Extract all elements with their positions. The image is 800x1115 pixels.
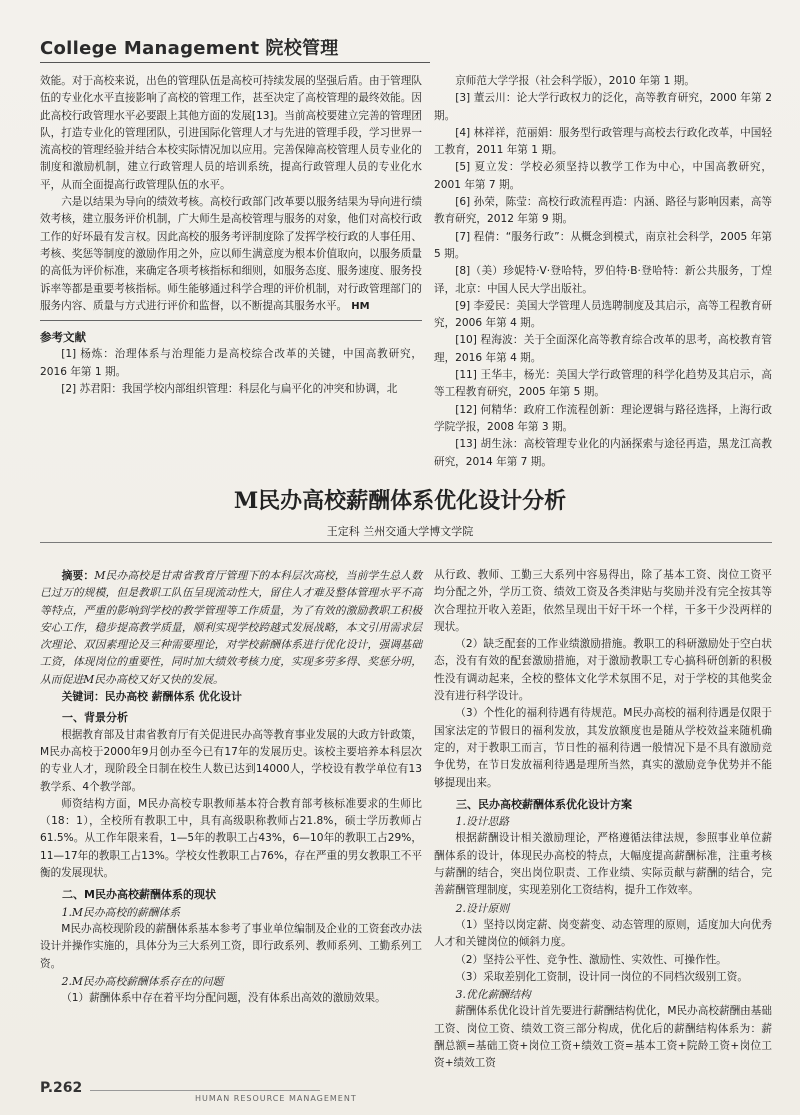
- previous-article-column-left: [40, 73, 422, 398]
- paragraph: M民办高校现阶段的薪酬体系基本参考了事业单位编制及企业的工资套改办法设计并操作实施的，具体分为三大系列工资，即行政系列、教师系列、工勤系列工资。: [40, 922, 422, 970]
- subsection-heading: 1.M民办高校的薪酬体系: [61, 905, 181, 919]
- paragraph: 薪酬体系优化设计首先要进行薪酬结构优化，M民办高校薪酬由基础工资、岗位工资、绩效工资三部分构成，优化后的薪酬结构体系为：薪酬总额=基础工资+岗位工资+绩效工资=基本工资+院龄工资+岗位工资+绩效工资: [434, 1005, 772, 1070]
- reference-item: [4] 林祥祥，范丽娟：服务型行政管理与高校去行政化改革，中国轻工教育，2011 年第 1 期。: [434, 126, 772, 157]
- subsection-heading: 1.设计思路: [455, 815, 510, 829]
- subsection-heading: 3.优化薪酬结构: [455, 988, 531, 1002]
- paragraph: （2）坚持公平性、竞争性、激励性、实效性、可操作性。: [455, 953, 727, 966]
- keywords-label: 关键词：: [61, 690, 105, 704]
- reference-item: 京师范大学学报（社会科学版），2010 年第 1 期。: [455, 75, 695, 87]
- article-column-left: [40, 567, 422, 1007]
- abstract-label: 摘要：: [61, 569, 95, 582]
- keywords: 关键词：民办高校 薪酬体系 优化设计: [61, 690, 242, 704]
- reference-item: [5] 夏立发：学校必须坚持以教学工作为中心，中国高教研究，2001 年第 7 期。: [434, 161, 772, 191]
- reference-item: [10] 程海波：关于全面深化高等教育综合改革的思考，高校教育管理，2016 年第 4 期。: [434, 334, 772, 364]
- reference-item: [11] 王华丰，杨光：美国大学行政管理的科学化趋势及其启示，高等工程教育研究，2005 年第 5 期。: [434, 369, 772, 399]
- header-title-cn: 院校管理: [265, 38, 339, 59]
- article-column-right: [434, 567, 772, 1073]
- previous-article-column-right: [434, 73, 772, 471]
- paragraph: （3）采取差别化工资制，设计同一岗位的不同档次级别工资。: [455, 970, 748, 983]
- section-heading: 三、民办高校薪酬体系优化设计方案: [456, 797, 632, 811]
- reference-item: [6] 孙荣，陈莹：高校行政流程再造：内涵、路径与影响因素，高等教育研究，2012 年第 9 期。: [434, 196, 772, 226]
- journal-mark: HM: [351, 300, 370, 312]
- reference-item: [7] 程倩：“服务行政”：从概念到模式，南京社会科学，2005 年第 5 期。: [434, 230, 772, 260]
- author-rule: [40, 542, 772, 543]
- paragraph: 效能。对于高校来说，出色的管理队伍是高校可持续发展的坚强后盾。由于管理队伍的专业化水平直接影响了高校的管理工作，甚至决定了高校管理的最终效能。因此高校行政管理水平必要跟上其他方面的发展[13]。当前高校要建立完善的管理团队，打造专业化的管理团队，引进国际化管理人才与先进的管理手段，学习世界一流高校的管理经验并结合本校实际情况加以应用。完善保障高校管理人员专业化的制度和激励机制，建立行政管理人员的培训系统，提高行政管理人员的专业化水平，从而全面提高行政管理队伍的水平。: [40, 75, 422, 191]
- footer-journal-name: HUMAN RESOURCE MANAGEMENT: [195, 1094, 357, 1103]
- header-title-en: College Management: [40, 38, 260, 59]
- section-heading: 二、M民办高校薪酬体系的现状: [62, 888, 216, 902]
- page-number: P.262: [40, 1080, 83, 1096]
- paragraph: （3）个性化的福利待遇有待规范。M民办高校的福利待遇是仅限于国家法定的节假日的福利发放，其发放额度也是随从学校效益来随机确定的，对于教职工而言，节日性的福利待遇一般情况下是不具有激励竞争优势，在节日发放福利待遇是理所当然，真实的激励竞争优势并不能够提现出来。: [434, 707, 772, 789]
- article-title: M民办高校薪酬体系优化设计分析: [233, 488, 567, 514]
- paragraph: 根据薪酬设计相关激励理论，严格遵循法律法规，参照事业单位薪酬体系的设计，体现民办高校的特点，大幅度提高薪酬标准，注重考核与薪酬的结合，突出岗位职责、工作业绩、实际贡献与薪酬的结合，完善薪酬管理制度，实现差别化工资结构，提升工作效率。: [434, 832, 772, 897]
- paragraph: 师资结构方面，M民办高校专职教师基本符合教育部考核标准要求的生师比（18：1），全校所有教职工中，具有高级职称教师占21.8%，硕士学历教师占61.5%。从工作年限来看，1—5年的教职工占43%，6—10年的教职工占29%，11—17年的教职工占13%。学校女性教职工占76%，存在严重的男女教职工不平衡的发展现状。: [40, 797, 422, 880]
- paragraph: （1）薪酬体系中存在着平均分配问题，没有体系出高效的激励效果。: [61, 992, 386, 1005]
- paragraph: 六是以结果为导向的绩效考核。高校行政部门改革要以服务结果为导向进行绩效考核，建立服务评价机制，广大师生是高校管理与服务的对象，他们对高校行政工作的好坏最有发言权。因此高校的服务考评制度除了发挥学校行政的人事任用、考核、奖惩等制度的激励作用之外，应以师生满意度为根本价值取向，以服务质量的高低为评价标准，来确定各项考核指标和细则，如服务态度、服务速度、服务投诉率等都是重要考核指标。师生能够通过科学合理的评价机制，对行政管理部门的服务内容、质量与方式进行评价和监督，以不断提高其服务水平。 HM: [40, 196, 422, 312]
- section-header: [40, 34, 339, 60]
- reference-item: [2] 苏君阳：我国学校内部组织管理：科层化与扁平化的冲突和协调，北: [61, 383, 398, 396]
- footer-rule: [90, 1090, 320, 1091]
- reference-item: [8]（美）珍妮特·V·登哈特，罗伯特·B·登哈特：新公共服务，丁煌译，北京：中国人民大学出版社。: [434, 265, 772, 295]
- reference-item: [9] 李爱民：美国大学管理人员选聘制度及其启示，高等工程教育研究，2006 年第 4 期。: [434, 299, 772, 330]
- paragraph: （1）坚持以岗定薪、岗变薪变、动态管理的原则，适度加大向优秀人才和关键岗位的倾斜力度。: [434, 918, 772, 949]
- reference-item: [13] 胡生泳：高校管理专业化的内涵探索与途径再造，黑龙江高教研究，2014 年第 7 期。: [434, 438, 772, 468]
- reference-item: [3] 董云川：论大学行政权力的泛化，高等教育研究，2000 年第 2 期。: [434, 92, 772, 122]
- reference-item: [1] 杨炼：治理体系与治理能力是高校综合改革的关键，中国高教研究，2016 年第 1 期。: [40, 348, 422, 378]
- paragraph: （2）缺乏配套的工作业绩激励措施。教职工的科研激励处于空白状态，没有有效的配套激励措施，对于激励教职工专心搞科研创新的积极性没有调动起来，全校的整体文化学术氛围不足，对于学校的其他奖金没有进行科学设计。: [434, 638, 772, 703]
- section-heading: 一、背景分析: [62, 711, 128, 725]
- reference-item: [12] 何精华：政府工作流程创新：理论逻辑与路径选择，上海行政学院学报，2008 年第 3 期。: [434, 403, 772, 433]
- subsection-heading: 2.设计原则: [455, 901, 510, 915]
- subsection-heading: 2.M民办高校薪酬体系存在的问题: [61, 974, 224, 988]
- paragraph: 从行政、教师、工勤三大系列中容易得出，除了基本工资、岗位工资平均分配之外，学历工资、绩效工资及各类津贴与奖励并没有完全按其等次合理拉开收入差距，依然呈现出干好干坏一个样，干多干少没两样的现状。: [434, 569, 772, 633]
- article-author: 王定科 兰州交通大学博文学院: [326, 525, 474, 538]
- paragraph: 根据教育部及甘肃省教育厅有关促进民办高等教育事业发展的大政方针政策，M民办高校于2000年9月创办至今已有17年的发展历史。该校主要培养本科层次的专业人才，现阶段全日制在校生人数已达到14000人，学校设有教学单位有13教学系、4个教学部。: [40, 728, 422, 793]
- abstract: 摘要：M民办高校是甘肃省教育厅管理下的本科层次高校，当前学生总人数已过万的规模，但是教职工队伍呈现流动性大，留住人才难及整体管理水平不高等特点，严重的影响到学校的教学管理等工作质量，为了有效的激励教职工积极安心工作，稳步提高教学质量，顺利实现学校跨越式发展战略，本文引用需求层次理论、双因素理论及三种需要理论，对学校薪酬体系进行优化设计，强调基础工资，体现岗位的重要性，同时加大绩效考核力度，实现多劳多得、奖惩分明，从而促进M民办高校又好又快的发展。: [40, 569, 423, 686]
- references-title: 参考文献: [40, 330, 86, 345]
- references-rule: [40, 320, 422, 321]
- header-rule: [40, 62, 430, 63]
